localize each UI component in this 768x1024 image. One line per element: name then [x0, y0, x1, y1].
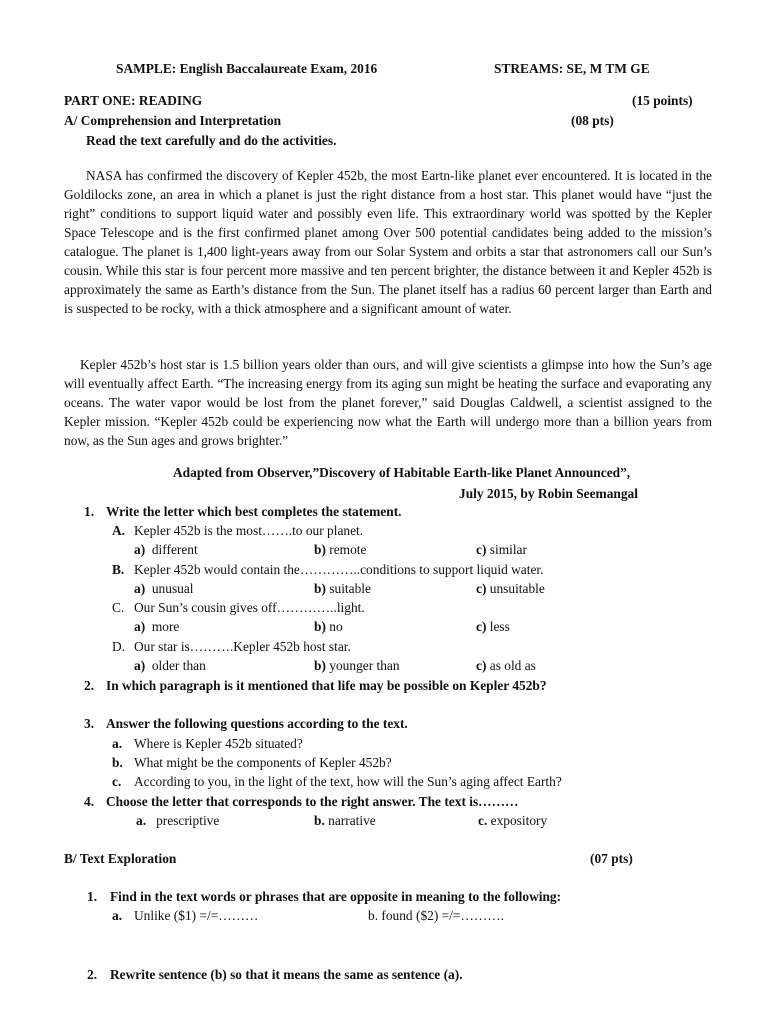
q1-option: b) no — [314, 619, 343, 634]
section-a-points: (08 pts) — [571, 113, 614, 128]
b1-item-letter: a. — [112, 908, 123, 923]
instruction: Read the text carefully and do the activities. — [86, 133, 337, 148]
paragraph-1-text: NASA has confirmed the discovery of Kepler 452b, the most Eartn-like planet ever encountered. It is located in the Goldilocks zone, an area in which a planet is just the right distance from a host star. This planet would have “just the right” conditions to support liquid water and possibly even life. This extraordinary world was spotted by the Kepler Space Telescope and is the first confirmed planet among Over 500 potential candidates being added to the mission’s catalogue. The planet is 1,400 light-years away from our Solar System and orbits a star that astronomers call our Sun’s cousin. While this star is four percent more massive and ten percent brighter, the distance between it and Kepler 452b is approximately the same as Earth’s distance from the Sun. The planet itself has a radius 60 percent larger than Earth and is suspected to be rocky, with a thick atmosphere and a significant amount of water. — [64, 168, 712, 316]
section-b-points: (07 pts) — [590, 851, 633, 866]
paragraph-2-text: Kepler 452b’s host star is 1.5 billion years older than ours, and will give scientists a glimpse into how the Sun’s age will eventually affect Earth. “The increasing energy from its aging sun might be heating the surface and evaporating any oceans. The water vapor would be lost from the planet forever,” said Douglas Caldwell, a scientist assigned to the Kepler mission. “Kepler 452b could be experiencing now what the Earth will undergo more than a billion years from now, as the Sun ages and grows brighter.” — [64, 357, 712, 448]
q3-item-text: According to you, in the light of the text, how will the Sun’s aging affect Earth? — [134, 774, 562, 789]
q3-item-text: What might be the components of Kepler 452b? — [134, 755, 392, 770]
q1-option: b) suitable — [314, 581, 371, 596]
b1-number: 1. — [87, 889, 98, 904]
q1-item-stem: Our star is……….Kepler 452b host star. — [134, 639, 351, 654]
q4-prompt: Choose the letter that corresponds to the right answer. The text is……… — [106, 794, 519, 809]
q1-option: a) more — [134, 619, 180, 634]
q3-item-letter: b. — [112, 755, 123, 770]
q1-option: a) unusual — [134, 581, 194, 596]
reading-paragraph-2 — [64, 355, 712, 450]
q1-option: b) younger than — [314, 658, 400, 673]
b2-number: 2. — [87, 967, 98, 982]
q3-number: 3. — [84, 716, 95, 731]
q1-option: a) older than — [134, 658, 206, 673]
q4-option: c. expository — [478, 813, 548, 828]
source-line-2: July 2015, by Robin Seemangal — [459, 486, 638, 501]
q1-item-letter: A. — [112, 523, 126, 538]
b1-item-b: b. found ($2) =/=………. — [368, 908, 504, 923]
q1-option: c) as old as — [476, 658, 536, 673]
q3-item-letter: c. — [112, 774, 122, 789]
section-a-title: A/ Comprehension and Interpretation — [64, 113, 282, 128]
exam-title: SAMPLE: English Baccalaureate Exam, 2016 — [116, 61, 378, 76]
q1-item-letter: B. — [112, 562, 125, 577]
q2-number: 2. — [84, 678, 95, 693]
part-one-title: PART ONE: READING — [64, 93, 203, 108]
q4-option: b. narrative — [314, 813, 376, 828]
q1-option: a) different — [134, 542, 198, 557]
q3-prompt: Answer the following questions according to the text. — [106, 716, 408, 731]
section-b-title: B/ Text Exploration — [64, 851, 177, 866]
source-line-1: Adapted from Observer,”Discovery of Habitable Earth-like Planet Announced”, — [173, 465, 631, 480]
q1-option: c) less — [476, 619, 510, 634]
q1-item-stem: Kepler 452b would contain the…………..conditions to support liquid water. — [134, 562, 544, 577]
b1-prompt: Find in the text words or phrases that are opposite in meaning to the following: — [110, 889, 562, 904]
q4-number: 4. — [84, 794, 95, 809]
q1-option: c) similar — [476, 542, 527, 557]
q4-option: a. prescriptive — [136, 813, 220, 828]
streams-label: STREAMS: SE, M TM GE — [494, 61, 650, 76]
q3-item-text: Where is Kepler 452b situated? — [134, 736, 303, 751]
q1-item-stem: Kepler 452b is the most…….to our planet. — [134, 523, 364, 538]
q2-prompt: In which paragraph is it mentioned that life may be possible on Kepler 452b? — [106, 678, 547, 693]
b1-item-a: Unlike ($1) =/=……… — [134, 908, 259, 923]
b2-prompt: Rewrite sentence (b) so that it means the same as sentence (a). — [110, 967, 463, 982]
q1-option: b) remote — [314, 542, 367, 557]
part-one-points: (15 points) — [632, 93, 693, 108]
q1-prompt: Write the letter which best completes the statement. — [106, 504, 402, 519]
q1-item-stem: Our Sun’s cousin gives off…………..light. — [134, 600, 365, 615]
reading-paragraph-1 — [64, 166, 712, 318]
q1-item-letter: D. — [112, 639, 126, 654]
q3-item-letter: a. — [112, 736, 123, 751]
q1-option: c) unsuitable — [476, 581, 545, 596]
q1-number: 1. — [84, 504, 95, 519]
q1-item-letter: C. — [112, 600, 125, 615]
